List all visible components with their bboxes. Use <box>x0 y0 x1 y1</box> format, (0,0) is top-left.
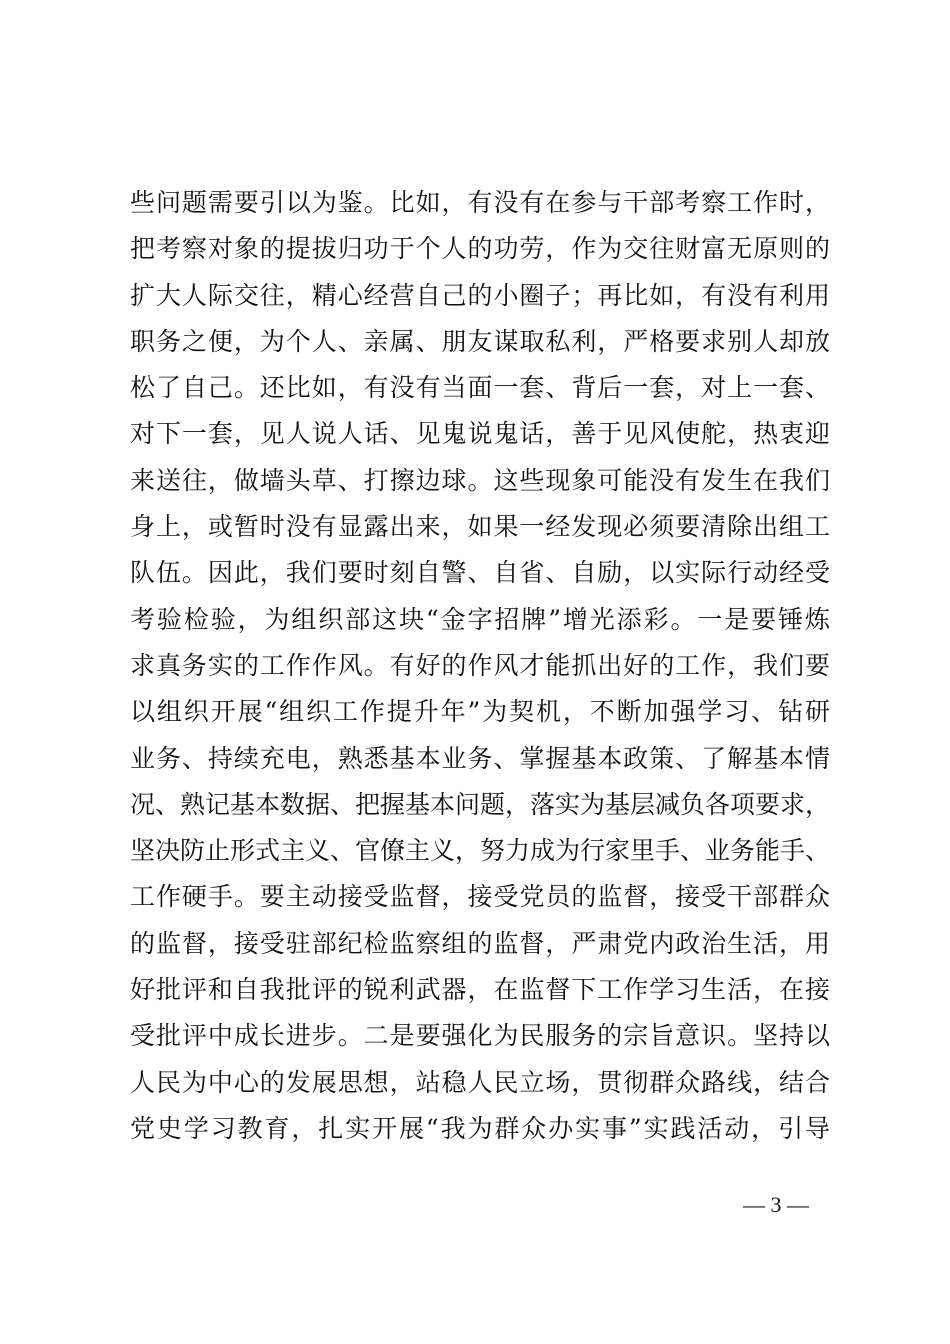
text-line-11: 求真务实的工作作风。有好的作风才能抓出好的工作，我们要 <box>130 650 830 680</box>
text-line-14: 况、熟记基本数据、把握基本问题，落实为基层减负各项要求， <box>130 789 830 819</box>
text-line-5: 松了自己。还比如，有没有当面一套、背后一套，对上一套、 <box>130 373 830 403</box>
text-line-16: 工作硬手。要主动接受监督，接受党员的监督，接受干部群众 <box>130 882 830 912</box>
text-line-3: 扩大人际交往，精心经营自己的小圈子；再比如，有没有利用 <box>130 280 830 310</box>
text-line-9: 队伍。因此，我们要时刻自警、自省、自励，以实际行动经受 <box>130 558 830 588</box>
text-line-6: 对下一套，见人说人话、见鬼说鬼话，善于见风使舵，热衷迎 <box>130 419 830 449</box>
page-number: — 3 — <box>743 1192 809 1217</box>
text-line-18: 好批评和自我批评的锐利武器，在监督下工作学习生活，在接 <box>130 975 830 1005</box>
text-line-10: 考验检验，为组织部这块“金字招牌”增光添彩。一是要锤炼 <box>130 604 830 634</box>
text-line-21: 党史学习教育，扎实开展“我为群众办实事”实践活动，引导 <box>130 1113 830 1143</box>
text-line-7: 来送往，做墙头草、打擦边球。这些现象可能没有发生在我们 <box>130 465 830 495</box>
text-line-20: 人民为中心的发展思想，站稳人民立场，贯彻群众路线，结合 <box>130 1067 830 1097</box>
body-text <box>130 180 830 1152</box>
text-line-19: 受批评中成长进步。二是要强化为民服务的宗旨意识。坚持以 <box>130 1021 830 1051</box>
text-line-1: 些问题需要引以为鉴。比如，有没有在参与干部考察工作时， <box>130 188 830 217</box>
text-line-17: 的监督，接受驻部纪检监察组的监督，严肃党内政治生活，用 <box>130 928 830 958</box>
text-line-4: 职务之便，为个人、亲属、朋友谋取私利，严格要求别人却放 <box>130 326 830 356</box>
text-line-12: 以组织开展“组织工作提升年”为契机，不断加强学习、钻研 <box>130 697 830 727</box>
text-line-15: 坚决防止形式主义、官僚主义，努力成为行家里手、业务能手、 <box>130 836 830 866</box>
text-line-8: 身上，或暂时没有显露出来，如果一经发现必须要清除出组工 <box>130 512 830 542</box>
text-line-13: 业务、持续充电，熟悉基本业务、掌握基本政策、了解基本情 <box>130 743 830 773</box>
text-line-2: 把考察对象的提拔归功于个人的功劳，作为交往财富无原则的 <box>130 234 830 264</box>
